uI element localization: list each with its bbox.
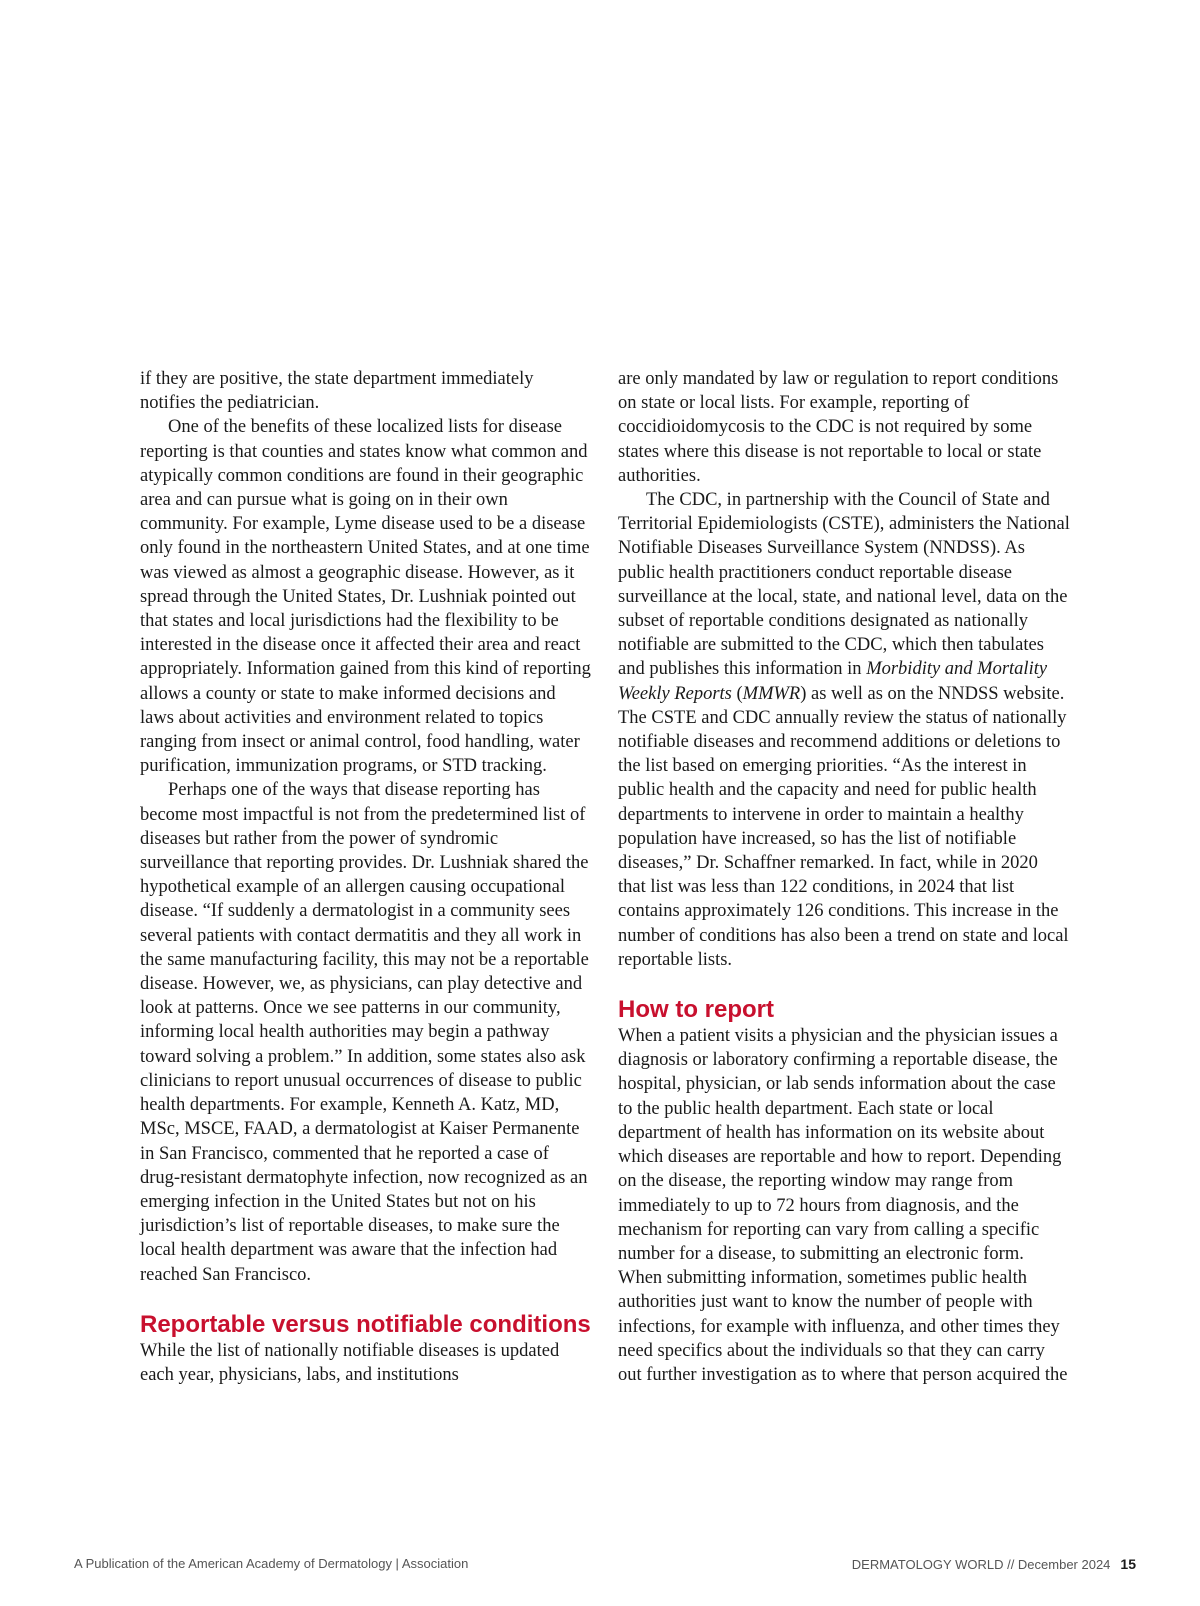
- text-run: (: [731, 683, 743, 704]
- paragraph: Perhaps one of the ways that disease reporting has become most impactful is not from the predetermined list of diseases but rather from the power of syndromic surveillance that reporting provides. Dr. Lushniak shared the hypothetical example of an allergen causing occupational disease. “If suddenly a dermatologist in a community sees several patients with contact dermatitis and they all work in the same manufacturing facility, this may not be a reportable disease. However, we, as physicians, can play detective and look at patterns. Once we see patterns in our community, informing local health authorities may begin a pathway toward solving a problem.” In addition, some states also ask clinicians to report unusual occurrences of disease to public health departments. For example, Kenneth A. Katz, MD, MSc, MSCE, FAAD, a dermatologist at Kaiser Permanente in San Francisco, commented that he reported a case of drug-resistant dermatophyte infection, now recognized as an emerging infection in the United States but not on his jurisdiction’s list of reportable diseases, to make sure the local health department was aware that the infection had reached San Francisco.: [140, 780, 589, 1285]
- paragraph: if they are positive, the state department immediately notifies the pediatrician.: [140, 369, 534, 414]
- italic-title-mmwr-full: Morbidity and Mortality Weekly Reports: [618, 659, 1048, 704]
- text-run: ) as well as on the NNDSS website. The CSTE and CDC annually review the status of nationally notifiable diseases and recommend additions or deletions to the list based on emerging priorities. “As the interest in public health and the capacity and need for public health departments to intervene in order to maintain a healthy population have increased, so has the list of notifiable diseases,” Dr. Schaffner remarked. In fact, while in 2020 that list was less than 122 conditions, in 2024 that list contains approximately 126 conditions. This increase in the number of conditions has also been a trend on state and local reportable lists.: [618, 683, 1069, 970]
- footer-publication-info: [852, 1556, 1136, 1573]
- paragraph: When a patient visits a physician and the physician issues a diagnosis or laboratory confirming a reportable disease, the hospital, physician, or lab sends information about the case to the public health department. Each state or local department of health has information on its website about which diseases are reportable and how to report. Depending on the disease, the reporting window may range from immediately to up to 72 hours from diagnosis, and the mechanism for reporting can vary from calling a specific number for a disease, to submitting an electronic form. When submitting information, sometimes public health authorities just want to know the number of people with infections, for example with influenza, and other times they need specifics about the individuals so that they can carry out further investigation as to where that person acquired the: [618, 1026, 1068, 1385]
- footer-publication-date: DERMATOLOGY WORLD // December 2024: [851, 1557, 1111, 1572]
- left-column: [140, 367, 592, 1387]
- section-heading-how-to-report: How to report: [618, 996, 774, 1024]
- paragraph: [618, 488, 1070, 972]
- italic-title-mmwr: MMWR: [742, 683, 801, 704]
- right-column: [618, 367, 1070, 1387]
- text-run: The CDC, in partnership with the Council of State and Territorial Epidemiologists (CSTE), administers the National Notifiable Diseases Surveillance System (NNDSS). As public health practitioners conduct reportable disease surveillance at the local, state, and national level, data on the subset of reportable conditions designated as nationally notifiable are submitted to the CDC, which then tabulates and publishes this information in: [618, 490, 1070, 680]
- section-heading-reportable-vs-notifiable: Reportable versus notifiable conditions: [140, 1310, 591, 1338]
- paragraph: One of the benefits of these localized lists for disease reporting is that counties and states know what common and atypically common conditions are found in their geographic area and can pursue what is going on in their own community. For example, Lyme disease used to be a disease only found in the northeastern United States, and at one time was viewed as almost a geographic disease. However, as it spread through the United States, Dr. Lushniak pointed out that states and local jurisdictions had the flexibility to be interested in the disease once it affected their area and react appropriately. Information gained from this kind of reporting allows a county or state to make informed decisions and laws about activities and environment related to topics ranging from insect or animal control, food handling, water purification, immunization programs, or STD tracking.: [140, 417, 591, 777]
- footer-publisher: A Publication of the American Academy of Dermatology | Association: [74, 1556, 469, 1571]
- page-number: 15: [1120, 1556, 1136, 1572]
- paragraph: are only mandated by law or regulation to report conditions on state or local lists. For example, reporting of coccidioidomycosis to the CDC is not required by some states where this disease is not reportable to local or state authorities.: [618, 369, 1059, 486]
- paragraph: While the list of nationally notifiable diseases is updated each year, physicians, labs, and institutions: [140, 1340, 560, 1385]
